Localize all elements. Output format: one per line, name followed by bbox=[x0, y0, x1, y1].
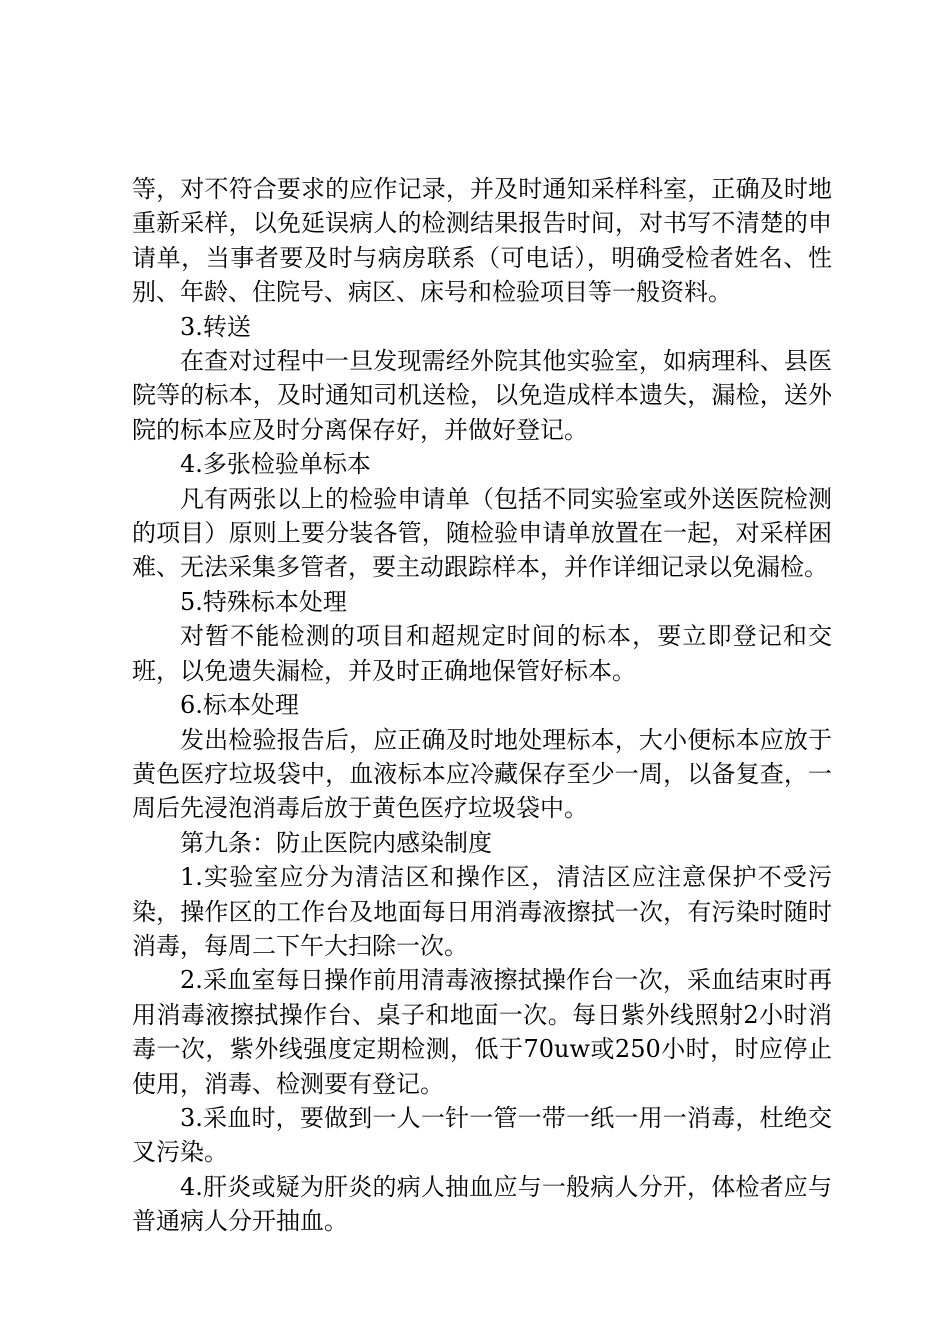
document-body bbox=[132, 172, 832, 1239]
section-heading-special-specimen: 5.特殊标本处理 bbox=[180, 587, 347, 616]
section-heading-transfer: 3.转送 bbox=[180, 312, 251, 341]
paragraph-multiple-forms: 凡有两张以上的检验申请单（包括不同实验室或外送医院检测的项目）原则上要分装各管，随检验申请单放置在一起，对采样困难、无法采集多管者，要主动跟踪样本，并作详细记录以免漏检。 bbox=[132, 484, 832, 582]
paragraph-infection-item-4: 4.肝炎或疑为肝炎的病人抽血应与一般病人分开，体检者应与普通病人分开抽血。 bbox=[132, 1172, 832, 1236]
article-heading-infection-control: 第九条：防止医院内感染制度 bbox=[180, 828, 492, 857]
paragraph-infection-item-1: 1.实验室应分为清洁区和操作区，清洁区应注意保护不受污染，操作区的工作台及地面每日用消毒液擦拭一次，有污染时随时消毒，每周二下午大扫除一次。 bbox=[132, 863, 832, 960]
paragraph-specimen-check-continued: 等，对不符合要求的应作记录，并及时通知采样科室，正确及时地重新采样，以免延误病人的检测结果报告时间，对书写不清楚的申请单，当事者要及时与病房联系（可电话），明确受检者姓名、性别、年龄、住院号、病区、床号和检验项目等一般资料。 bbox=[132, 175, 832, 307]
paragraph-infection-item-3: 3.采血时，要做到一人一针一管一带一纸一用一消毒，杜绝交叉污染。 bbox=[132, 1103, 832, 1167]
section-heading-specimen-disposal: 6.标本处理 bbox=[180, 691, 299, 720]
paragraph-special-specimen: 对暂不能检测的项目和超规定时间的标本，要立即登记和交班，以免遗失漏检，并及时正确地保管好标本。 bbox=[132, 622, 832, 685]
paragraph-specimen-disposal: 发出检验报告后，应正确及时地处理标本，大小便标本应放于黄色医疗垃圾袋中，血液标本应冷藏保存至少一周，以备复查，一周后先浸泡消毒后放于黄色医疗垃圾袋中。 bbox=[132, 725, 832, 823]
paragraph-transfer: 在查对过程中一旦发现需经外院其他实验室，如病理科、县医院等的标本，及时通知司机送检，以免造成样本遗失，漏检，送外院的标本应及时分离保存好，并做好登记。 bbox=[132, 347, 832, 444]
section-heading-multiple-forms: 4.多张检验单标本 bbox=[180, 450, 371, 479]
paragraph-infection-item-2: 2.采血室每日操作前用清毒液擦拭操作台一次，采血结束时再用消毒液擦拭操作台、桌子和地面一次。每日紫外线照射2小时消毒一次，紫外线强度定期检测，低于70uw或250小时，时应停止使用，消毒、检测要有登记。 bbox=[132, 966, 832, 1098]
